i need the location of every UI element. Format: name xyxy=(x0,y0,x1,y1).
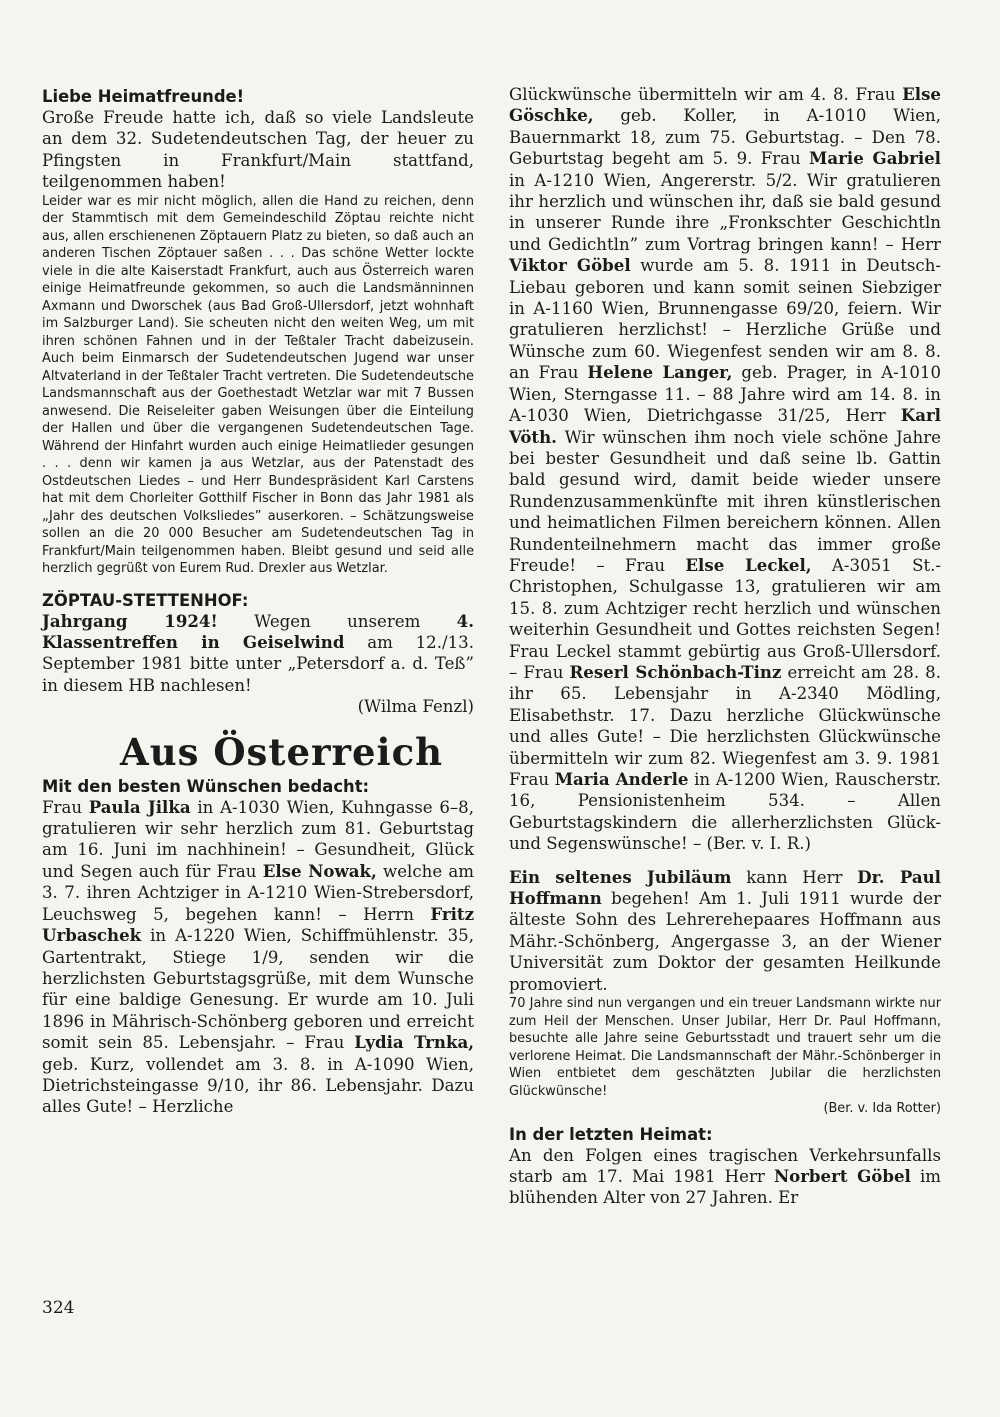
jahrgang-paragraph: Jahrgang 1924! Wegen unserem 4. Klassentreffen in Geiselwind am 12./13. September 1981 bitte unter „Petersdorf a. d. Teß” in diesem HB nachlesen! xyxy=(42,610,474,695)
page-number: 324 xyxy=(42,1298,75,1318)
left-column xyxy=(42,86,474,1118)
wishes-heading: Mit den besten Wünschen bedacht: xyxy=(42,776,370,796)
jubilee-signature: (Ber. v. Ida Rotter) xyxy=(823,1101,941,1117)
section-heading-zoeptau: ZÖPTAU-STETTENHOF: xyxy=(42,590,249,610)
memorial-heading: In der letzten Heimat: xyxy=(509,1124,713,1144)
wishes-paragraph: Frau Paula Jilka in A-1030 Wien, Kuhngasse 6–8, gratulieren wir sehr herzlich zum 81. Geburtstag am 16. Juni im nachhinein! – Gesundheit, Glück und Segen auch für Frau Else Nowak, welche am 3. 7. ihren Achtziger in A-1210 Wien-Strebersdorf, Leuchsweg 5, begehen kann! – Herrn Fritz Urbaschek in A-1220 Wien, Schiffmühlenstr. 35, Gartentrakt, Stiege 1/9, senden wir die herzlichsten Geburtstagsgrüße, mit dem Wunsche für eine baldige Genesung. Er wurde am 10. Juli 1896 in Mährisch-Schönberg geboren und erreicht somit sein 85. Lebensjahr. – Frau Lydia Trnka, geb. Kurz, vollendet am 3. 8. in A-1090 Wien, Dietrichsteingasse 9/10, ihr 86. Lebensjahr. Dazu alles Gute! – Herzliche xyxy=(42,796,475,1117)
birthday-continuation: Glückwünsche übermitteln wir am 4. 8. Frau Else Göschke, geb. Koller, in A-1010 Wien, Bauernmarkt 18, zum 75. Geburtstag. – Den 78. Geburtstag begeht am 5. 9. Frau Marie Gabriel in A-1210 Wien, Angererstr. 5/2. Wir gratulieren ihr herzlich und wünschen ihr, daß sie bald gesund in unserer Runde ihre „Fronkschter Geschichtln und Gedichtln” zum Vortrag bringen kann! – Herr Viktor Göbel wurde am 5. 8. 1911 in Deutsch-Liebau geboren und kann somit seinen Siebziger in A-1160 Wien, Brunnengasse 69/20, feiern. Wir gratulieren herzlichst! – Herzliche Grüße und Wünsche zum 60. Wiegenfest senden wir am 8. 8. an Frau Helene Langer, geb. Prager, in A-1010 Wien, Sterngasse 11. – 88 Jahre wird am 14. 8. in A-1030 Wien, Dietrichgasse 31/25, Herr Karl Vöth. Wir wünschen ihm noch viele schöne Jahre bei bester Gesundheit und daß seine lb. Gattin bald gesund wird, damit beide wieder unsere Rundenzusammenkünfte mit ihren künstlerischen und heimatlichen Filmen bereichern können. Allen Rundenteilnehmern macht das immer große Freude! – Frau Else Leckel, A-3051 St.-Christophen, Schulgasse 13, gratulieren wir am 15. 8. zum Achtziger recht herzlich und wünschen weiterhin Gesundheit und Gottes reichsten Segen! Frau Leckel stammt gebürtig aus Groß-Ullersdorf. – Frau Reserl Schönbach-Tinz erreicht am 28. 8. ihr 65. Lebensjahr in A-2340 Mödling, Elisabethstr. 17. Dazu herzliche Glückwünsche und alles Gute! – Die herzlichsten Glückwünsche übermitteln wir zum 82. Wiegenfest am 3. 9. 1981 Frau Maria Anderle in A-1200 Wien, Rauscherstr. 16, Pensionistenheim 534. – Allen Geburtstagskindern die allerherzlichsten Glück- und Segenswünsche! – (Ber. v. I. R.) xyxy=(509,84,942,854)
gothic-title: Aus Österreich xyxy=(120,729,444,774)
memorial-paragraph: An den Folgen eines tragischen Verkehrsunfalls starb am 17. Mai 1981 Herr Norbert Göbel im blühenden Alter von 27 Jahren. Er xyxy=(509,1145,941,1208)
right-column xyxy=(509,84,941,1209)
jahrgang-signature: (Wilma Fenzl) xyxy=(357,697,474,717)
jubilee-small-paragraph: 70 Jahre sind nun vergangen und ein treuer Landsmann wirkte nur zum Heil der Menschen. Unser Jubilar, Herr Dr. Paul Hoffmann, besuchte alle Jahre seine Geburtsstadt und trauert sehr um die verlorene Heimat. Die Landsmannschaft der Mähr.-Schönberger in Wien entbietet dem geschätzten Jubilar die herzlichsten Glückwünsche! xyxy=(509,996,941,1099)
greeting-heading: Liebe Heimatfreunde! xyxy=(42,87,245,106)
intro-paragraph: Große Freude hatte ich, daß so viele Landsleute an dem 32. Sudetendeutschen Tag, der heuer zu Pfingsten in Frankfurt/Main stattfand, teilgenommen haben! xyxy=(42,108,474,192)
report-paragraph: Leider war es mir nicht möglich, allen die Hand zu reichen, denn der Stammtisch mit dem Gemeindeschild Zöptau reichte nicht aus, allen erschienenen Zöptauern Platz zu bieten, so daß auch an anderen Tischen Zöptauer saßen . . . Das schöne Wetter lockte viele in die alte Kaiserstadt Frankfurt, auch aus Österreich waren einige Heimatfreunde gekommen, so auch die Landsmänninnen Axmann und Dworschek (aus Bad Groß-Ullersdorf, jetzt wohnhaft im Salzburger Land). Sie scheuten nicht den weiten Weg, um mit ihren schönen Fahnen und in der Teßtaler Tracht dabeizusein. Auch beim Einmarsch der Sudetendeutschen Jugend war unser Altvaterland in der Teßtaler Tracht vertreten. Die Sudetendeutsche Landsmannschaft aus der Goethestadt Wetzlar war mit 7 Bussen anwesend. Die Reiseleiter gaben Weisungen über die Einteilung der Hallen und über die vergangenen Sudetendeutschen Tage. Während der Hinfahrt wurden auch einige Heimatlieder gesungen . . . denn wir kamen ja aus Wetzlar, aus der Patenstadt des Ostdeutschen Liedes – und Herr Bundespräsident Karl Carstens hat mit dem Chorleiter Gotthilf Fischer in Bonn das Jahr 1981 als „Jahr des deutschen Volksliedes” auserkoren. – Schätzungsweise sollen an die 20 000 Besucher am Sudetendeutschen Tag in Frankfurt/Main teilgenommen haben. Bleibt gesund und seid alle herzlich gegrüßt von Eurem Rud. Drexler aus Wetzlar. xyxy=(42,193,474,577)
jubilee-paragraph: Ein seltenes Jubiläum kann Herr Dr. Paul Hoffmann begehen! Am 1. Juli 1911 wurde der älteste Sohn des Lehrerehepaares Hoffmann aus Mähr.-Schönberg, Angergasse 3, an der Wiener Universität zum Doktor der gesamten Heilkunde promoviert. xyxy=(509,866,941,994)
